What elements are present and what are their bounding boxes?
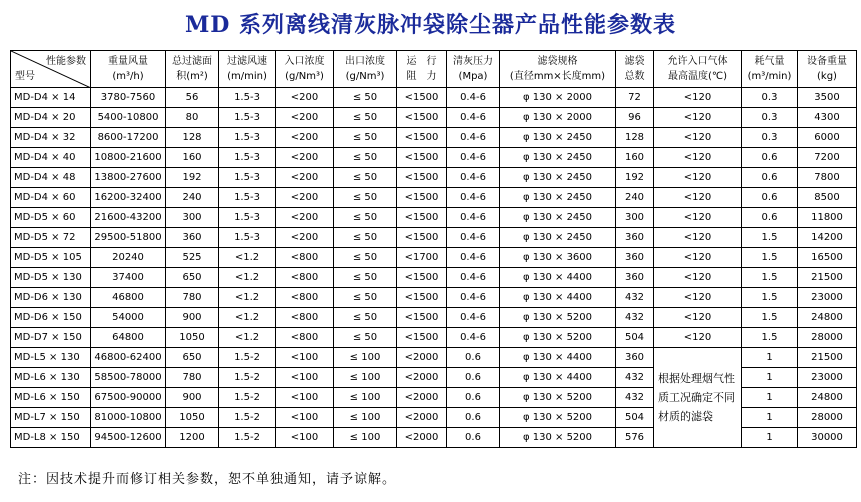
table-row [11,168,857,188]
column-header: 清灰压力 (Mpa) [447,51,500,88]
table-cell: 7200 [798,148,857,168]
table-cell: <120 [654,148,742,168]
column-header: 允许入口气体 最高温度(℃) [654,51,742,88]
table-cell: 28000 [798,408,857,428]
table-row [11,268,857,288]
table-cell: 0.3 [742,128,798,148]
table-cell: 504 [616,408,654,428]
table-row [11,188,857,208]
table-cell: 0.6 [447,408,500,428]
column-header: 滤袋规格 (直径mm×长度mm) [500,51,616,88]
table-cell: 1.5-3 [219,128,276,148]
table-cell: 432 [616,308,654,328]
table-cell: 432 [616,288,654,308]
table-cell: 81000-10800 [91,408,166,428]
table-cell: <1500 [397,328,447,348]
table-cell: 46800-62400 [91,348,166,368]
corner-label-params: 性能参数 [46,56,86,67]
table-cell: 0.4-6 [447,128,500,148]
table-cell: <120 [654,108,742,128]
table-cell: 67500-90000 [91,388,166,408]
table-cell: <200 [276,88,334,108]
table-cell: 1 [742,428,798,448]
table-cell: 128 [616,128,654,148]
table-cell: ≤ 50 [334,308,397,328]
table-row [11,108,857,128]
table-cell: <1500 [397,208,447,228]
column-header: 出口浓度 (g/Nm³) [334,51,397,88]
table-cell: <200 [276,228,334,248]
table-cell: 360 [166,228,219,248]
table-cell: 780 [166,368,219,388]
table-cell: 1 [742,368,798,388]
table-cell: 3780-7560 [91,88,166,108]
column-header: 滤袋 总数 [616,51,654,88]
table-cell: 1.5-3 [219,148,276,168]
table-cell: 0.4-6 [447,188,500,208]
table-cell: 7800 [798,168,857,188]
table-cell: φ 130 × 2450 [500,188,616,208]
table-cell: <2000 [397,348,447,368]
table-cell: 1.5 [742,288,798,308]
table-row [11,128,857,148]
table-cell: φ 130 × 4400 [500,368,616,388]
model-cell: MD-D4 × 32 [11,128,91,148]
model-cell: MD-D7 × 150 [11,328,91,348]
table-cell: 1 [742,348,798,368]
table-cell: <1500 [397,188,447,208]
table-cell: φ 130 × 2000 [500,88,616,108]
corner-label-model: 型号 [15,71,35,82]
table-cell: 1.5-3 [219,208,276,228]
table-cell: 0.6 [447,388,500,408]
model-cell: MD-L6 × 130 [11,368,91,388]
table-cell: 0.6 [447,428,500,448]
table-cell: 1 [742,408,798,428]
table-cell: 80 [166,108,219,128]
column-header: 设备重量 (kg) [798,51,857,88]
table-cell: <120 [654,288,742,308]
table-body [11,88,857,448]
table-cell: 1200 [166,428,219,448]
table-cell: 6000 [798,128,857,148]
table-cell: 360 [616,268,654,288]
footnote: 注：因技术提升而修订相关参数，恕不单独通知，请予谅解。 [18,472,397,487]
table-cell: <120 [654,248,742,268]
table-cell: 21500 [798,268,857,288]
table-cell: φ 130 × 5200 [500,308,616,328]
table-cell: 0.3 [742,88,798,108]
table-cell: 3500 [798,88,857,108]
header-corner-cell [11,51,91,88]
table-cell: <800 [276,328,334,348]
table-cell: φ 130 × 5200 [500,388,616,408]
table-cell: 192 [616,168,654,188]
table-cell: 1.5-2 [219,348,276,368]
table-cell: <1500 [397,148,447,168]
table-cell: ≤ 50 [334,188,397,208]
table-cell: <200 [276,148,334,168]
table-cell: 14200 [798,228,857,248]
table-cell: 10800-21600 [91,148,166,168]
table-cell: 30000 [798,428,857,448]
table-cell: φ 130 × 2000 [500,108,616,128]
model-cell: MD-D4 × 40 [11,148,91,168]
table-cell: 4300 [798,108,857,128]
table-cell: 11800 [798,208,857,228]
table-row [11,248,857,268]
table-cell: <1500 [397,228,447,248]
table-cell: 0.6 [742,208,798,228]
table-cell: 240 [616,188,654,208]
table-cell: <120 [654,328,742,348]
table-cell: <1.2 [219,268,276,288]
table-cell: 0.4-6 [447,328,500,348]
table-cell: 0.4-6 [447,228,500,248]
table-cell: 525 [166,248,219,268]
column-header: 总过滤面 积(m²) [166,51,219,88]
table-cell: ≤ 50 [334,248,397,268]
table-cell: φ 130 × 4400 [500,268,616,288]
table-cell: 1.5 [742,228,798,248]
spec-table [10,50,857,448]
table-cell: 29500-51800 [91,228,166,248]
table-cell: 1.5-2 [219,408,276,428]
table-cell: 1.5-2 [219,388,276,408]
table-cell: <1.2 [219,248,276,268]
table-cell: φ 130 × 4400 [500,288,616,308]
table-cell: 1.5 [742,328,798,348]
table-cell: <1.2 [219,328,276,348]
table-cell: <200 [276,188,334,208]
table-cell: 1.5-3 [219,88,276,108]
table-cell: <1500 [397,168,447,188]
model-cell: MD-D4 × 14 [11,88,91,108]
table-cell: 780 [166,288,219,308]
table-cell: <2000 [397,408,447,428]
table-cell: 0.4-6 [447,248,500,268]
table-cell: 54000 [91,308,166,328]
table-cell: <1500 [397,88,447,108]
table-cell: 900 [166,388,219,408]
table-cell: 21600-43200 [91,208,166,228]
column-header: 运 行 阻 力 [397,51,447,88]
table-cell: φ 130 × 5200 [500,328,616,348]
table-cell: <1.2 [219,288,276,308]
table-cell: 128 [166,128,219,148]
table-cell: ≤ 50 [334,208,397,228]
table-cell: <2000 [397,388,447,408]
table-cell: 360 [616,228,654,248]
table-cell: φ 130 × 5200 [500,408,616,428]
table-cell: 360 [616,248,654,268]
table-cell: ≤ 50 [334,108,397,128]
table-cell: <100 [276,428,334,448]
table-cell: 0.4-6 [447,148,500,168]
table-cell: 20240 [91,248,166,268]
table-cell: 432 [616,388,654,408]
table-cell: 1.5-2 [219,368,276,388]
table-cell: <800 [276,288,334,308]
table-cell: <1500 [397,128,447,148]
table-cell: <120 [654,268,742,288]
table-cell: 0.6 [742,148,798,168]
table-cell: <100 [276,348,334,368]
table-cell: <1500 [397,288,447,308]
table-cell: φ 130 × 4400 [500,348,616,368]
table-cell: 240 [166,188,219,208]
table-cell: 360 [616,348,654,368]
table-cell: ≤ 100 [334,408,397,428]
table-cell: 1050 [166,408,219,428]
table-cell: 23000 [798,368,857,388]
column-header: 耗气量 (m³/min) [742,51,798,88]
model-cell: MD-D5 × 72 [11,228,91,248]
table-cell: 576 [616,428,654,448]
table-cell: 1 [742,388,798,408]
table-cell: 300 [166,208,219,228]
table-cell: <200 [276,108,334,128]
table-cell: 1.5-3 [219,168,276,188]
table-cell: 192 [166,168,219,188]
table-cell: φ 130 × 2450 [500,228,616,248]
table-cell: <1500 [397,268,447,288]
table-cell: <100 [276,368,334,388]
table-cell: <200 [276,168,334,188]
table-cell: 0.4-6 [447,168,500,188]
table-cell: ≤ 50 [334,288,397,308]
table-row [11,88,857,108]
table-cell: <120 [654,208,742,228]
table-cell: <1500 [397,308,447,328]
model-cell: MD-D4 × 20 [11,108,91,128]
table-cell: 8600-17200 [91,128,166,148]
table-cell: <120 [654,128,742,148]
table-cell: ≤ 50 [334,328,397,348]
model-cell: MD-D5 × 130 [11,268,91,288]
table-cell: 28000 [798,328,857,348]
table-row [11,348,857,368]
table-cell: <120 [654,88,742,108]
model-cell: MD-D5 × 105 [11,248,91,268]
table-row [11,228,857,248]
table-cell: <1.2 [219,308,276,328]
table-cell: 650 [166,268,219,288]
table-cell: 1.5-3 [219,108,276,128]
table-cell: 0.6 [447,368,500,388]
table-cell: 8500 [798,188,857,208]
table-cell: ≤ 50 [334,168,397,188]
table-cell: 650 [166,348,219,368]
table-cell: 96 [616,108,654,128]
table-cell: 23000 [798,288,857,308]
table-cell: ≤ 100 [334,368,397,388]
table-cell: <800 [276,308,334,328]
table-cell: <200 [276,208,334,228]
table-cell: 1.5-3 [219,228,276,248]
table-cell: <120 [654,168,742,188]
column-header: 入口浓度 (g/Nm³) [276,51,334,88]
model-cell: MD-D4 × 60 [11,188,91,208]
model-cell: MD-D4 × 48 [11,168,91,188]
model-cell: MD-D6 × 150 [11,308,91,328]
column-header: 过滤风速 (m/min) [219,51,276,88]
table-cell: 0.3 [742,108,798,128]
table-cell: 72 [616,88,654,108]
table-cell: ≤ 100 [334,428,397,448]
table-cell: <200 [276,128,334,148]
table-cell: 0.6 [742,168,798,188]
table-cell: 0.4-6 [447,108,500,128]
table-cell: ≤ 50 [334,268,397,288]
table-cell: <100 [276,388,334,408]
table-cell: 94500-12600 [91,428,166,448]
model-cell: MD-L8 × 150 [11,428,91,448]
table-cell: 13800-27600 [91,168,166,188]
table-cell: 24800 [798,388,857,408]
table-cell: 1.5 [742,268,798,288]
table-cell: 0.4-6 [447,308,500,328]
table-cell: <2000 [397,428,447,448]
table-cell: 37400 [91,268,166,288]
table-cell: φ 130 × 3600 [500,248,616,268]
table-cell: 16500 [798,248,857,268]
table-cell: ≤ 50 [334,228,397,248]
table-row [11,328,857,348]
table-cell: 1.5-3 [219,188,276,208]
model-cell: MD-L6 × 150 [11,388,91,408]
table-cell: ≤ 100 [334,388,397,408]
table-cell: <120 [654,188,742,208]
model-cell: MD-D6 × 130 [11,288,91,308]
table-cell: 21500 [798,348,857,368]
model-cell: MD-D5 × 60 [11,208,91,228]
table-cell: 56 [166,88,219,108]
table-cell: <120 [654,308,742,328]
table-cell: <120 [654,228,742,248]
table-row [11,288,857,308]
table-cell: 900 [166,308,219,328]
table-cell: <1500 [397,108,447,128]
table-row [11,308,857,328]
table-cell: 58500-78000 [91,368,166,388]
table-cell: 0.4-6 [447,88,500,108]
merged-note-cell: 根据处理烟气性质工况确定不同材质的滤袋 [654,348,742,448]
table-cell: <100 [276,408,334,428]
table-cell: φ 130 × 5200 [500,428,616,448]
model-cell: MD-L5 × 130 [11,348,91,368]
table-cell: 160 [616,148,654,168]
table-cell: 1.5 [742,308,798,328]
table-cell: 5400-10800 [91,108,166,128]
table-cell: 504 [616,328,654,348]
table-cell: 0.4-6 [447,208,500,228]
table-row [11,148,857,168]
table-cell: 46800 [91,288,166,308]
table-cell: 0.4-6 [447,268,500,288]
table-cell: φ 130 × 2450 [500,208,616,228]
table-cell: 16200-32400 [91,188,166,208]
table-cell: 0.4-6 [447,288,500,308]
table-cell: 1.5-2 [219,428,276,448]
table-cell: ≤ 50 [334,128,397,148]
table-cell: 432 [616,368,654,388]
table-cell: φ 130 × 2450 [500,128,616,148]
table-row [11,208,857,228]
table-cell: 1.5 [742,248,798,268]
table-cell: <800 [276,248,334,268]
model-cell: MD-L7 × 150 [11,408,91,428]
table-cell: ≤ 50 [334,148,397,168]
table-cell: <800 [276,268,334,288]
page-title: MD 系列离线清灰脉冲袋除尘器产品性能参数表 [184,12,677,38]
table-cell: φ 130 × 2450 [500,148,616,168]
table-cell: 0.6 [742,188,798,208]
table-cell: <1700 [397,248,447,268]
column-header: 重量风量 (m³/h) [91,51,166,88]
table-cell: φ 130 × 2450 [500,168,616,188]
table-cell: 1050 [166,328,219,348]
table-cell: <2000 [397,368,447,388]
table-cell: 64800 [91,328,166,348]
table-cell: 0.6 [447,348,500,368]
table-cell: 24800 [798,308,857,328]
table-cell: 160 [166,148,219,168]
table-header-row [11,51,857,88]
table-cell: 300 [616,208,654,228]
table-cell: ≤ 50 [334,88,397,108]
table-cell: ≤ 100 [334,348,397,368]
